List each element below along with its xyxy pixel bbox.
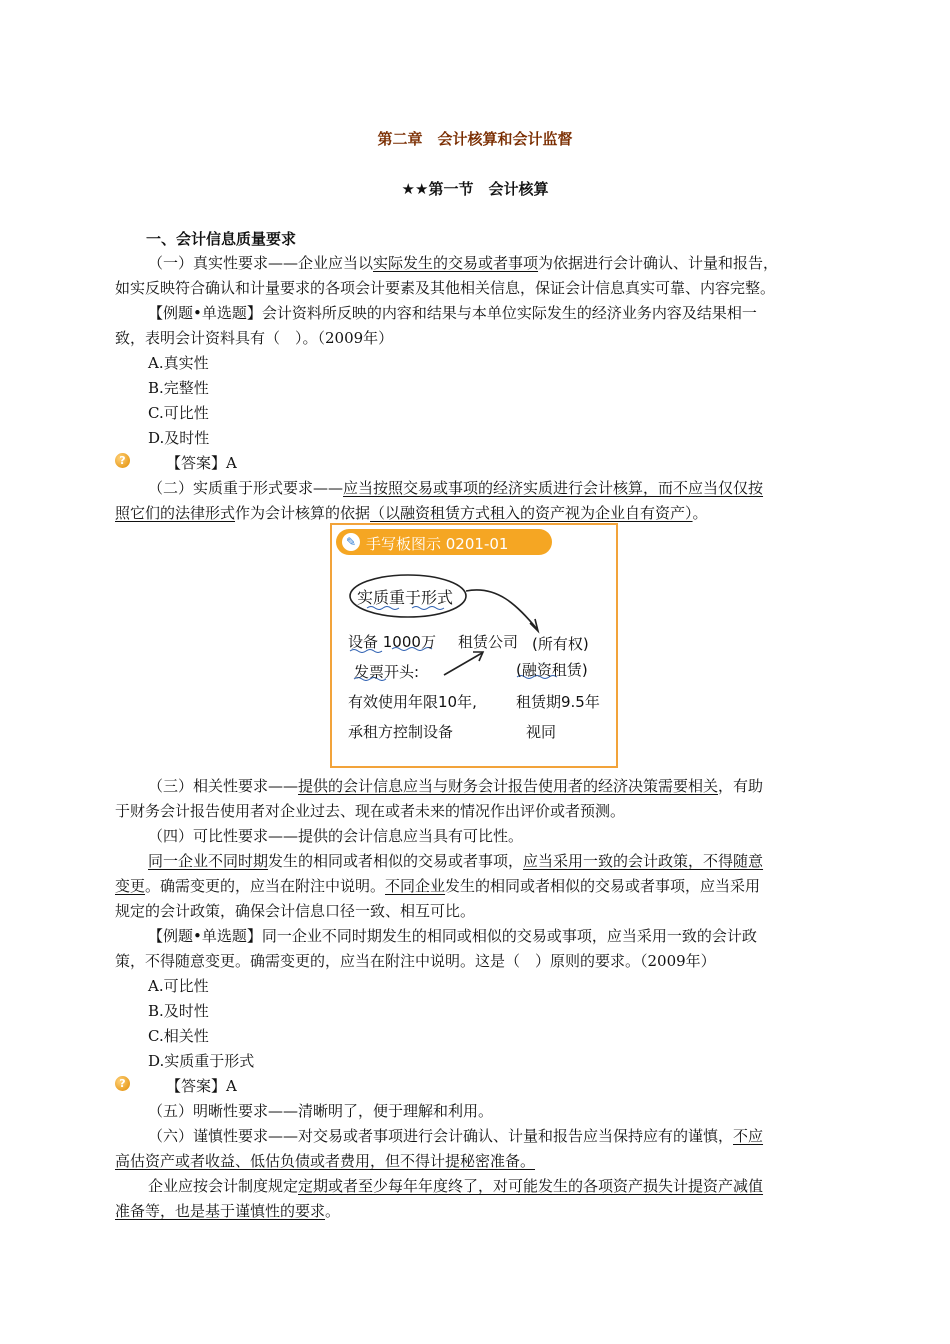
p7-underline-1: 定期或者至少每年年度终了，对可能发生的各项资产损失计提资产减值 xyxy=(298,1177,764,1195)
q2-option-d: D.实质重于形式 xyxy=(148,1052,255,1070)
q2-answer: 【答案】A xyxy=(166,1077,237,1095)
q1-line1: 【例题•单选题】会计资料所反映的内容和结果与本单位实际发生的经济业务内容及结果相一 xyxy=(148,304,757,322)
p1-text-c: 为依据进行会计确认、计量和报告， xyxy=(538,254,779,272)
figure-bubble-text: 实质重于形式 xyxy=(357,588,454,607)
straight-arrow xyxy=(444,653,482,675)
p2-text-a: （二）实质重于形式要求—— xyxy=(148,479,344,497)
p3-text-c: ，有助 xyxy=(718,777,764,795)
pencil-icon: ✎ xyxy=(342,533,360,551)
figure-row1-left: 设备 1000万 xyxy=(348,633,436,651)
p4-title: （四）可比性要求——提供的会计信息应当具有可比性。 xyxy=(148,827,524,845)
p4-underline-4: 不同企业 xyxy=(385,877,446,895)
p7-text-a: 企业应按会计制度规定 xyxy=(148,1177,299,1195)
answer-hint-icon-2[interactable]: ? xyxy=(115,1076,130,1091)
chapter-title: 第二章 会计核算和会计监督 xyxy=(377,130,573,148)
p2-underline-3: （以融资租赁方式租入的资产视为企业自有资产） xyxy=(370,504,693,522)
q2-line1: 【例题•单选题】同一企业不同时期发生的相同或相似的交易或事项，应当采用一致的会计政 xyxy=(148,927,757,945)
p4-underline-3: 变更 xyxy=(115,877,146,895)
p7-line2 xyxy=(115,1201,340,1221)
p4-text-g: 发生的相同或者相似的交易或者事项，应当采用 xyxy=(445,877,761,895)
subsection-title: 一、会计信息质量要求 xyxy=(146,230,297,248)
p2-underline-1: 应当按照交易或事项的经济实质进行会计核算，而不应当仅仅按 xyxy=(343,479,764,497)
p4-line3: 规定的会计政策，确保会计信息口径一致、相互可比。 xyxy=(115,902,476,920)
p4-line1 xyxy=(148,851,763,871)
figure-row3-left: 有效使用年限10年, xyxy=(348,693,477,711)
p2-line2 xyxy=(115,503,708,523)
p4-line2 xyxy=(115,876,760,896)
q1-option-d: D.及时性 xyxy=(148,429,210,447)
figure-row4-left: 承租方控制设备 xyxy=(348,723,454,741)
p3-line2: 于财务会计报告使用者对企业过去、现在或者未来的情况作出评价或者预测。 xyxy=(115,802,626,820)
p6-underline-2: 高估资产或者收益、低估负债或者费用，但不得计提秘密准备。 xyxy=(115,1152,536,1170)
q1-answer: 【答案】A xyxy=(166,454,237,472)
figure-row4-right: 视同 xyxy=(526,723,557,741)
p3-line1 xyxy=(148,776,763,796)
p2-line1 xyxy=(148,478,763,498)
q2-option-a: A.可比性 xyxy=(148,977,209,995)
figure-row2-right: (融资租赁) xyxy=(516,661,588,679)
curve-arrow xyxy=(466,590,537,629)
figure-row2-left: 发票开头: xyxy=(354,663,420,681)
figure-tab-label: 手写板图示 0201-01 xyxy=(366,535,509,553)
q2-line2: 策，不得随意变更。确需变更的，应当在附注中说明。这是（ ）原则的要求。（2009年） xyxy=(115,952,716,970)
p4-text-e: 。确需变更的，应当在附注中说明。 xyxy=(145,877,386,895)
answer-hint-icon[interactable]: ? xyxy=(115,453,130,468)
figure-row1-right: 租赁公司 xyxy=(458,633,519,651)
section-title: ★★第一节 会计核算 xyxy=(401,180,549,198)
p6-underline-1: 不应 xyxy=(733,1127,764,1145)
p2-text-f: 。 xyxy=(692,504,708,522)
q2-option-c: C.相关性 xyxy=(148,1027,209,1045)
p7-text-d: 。 xyxy=(325,1202,341,1220)
figure-row3-right: 租赁期9.5年 xyxy=(516,693,600,711)
p6-line2 xyxy=(115,1151,535,1171)
p1-underline: 实际发生的交易或者事项 xyxy=(373,254,539,272)
q1-option-a: A.真实性 xyxy=(148,354,209,372)
p2-text-d: 作为会计核算的依据 xyxy=(235,504,371,522)
p3-text-a: （三）相关性要求—— xyxy=(148,777,299,795)
p5: （五）明晰性要求——清晰明了，便于理解和利用。 xyxy=(148,1102,494,1120)
p1-line2: 如实反映符合确认和计量要求的各项会计要素及其他相关信息，保证会计信息真实可靠、内容完整。 xyxy=(115,279,776,297)
q1-option-b: B.完整性 xyxy=(148,379,209,397)
q1-line2: 致，表明会计资料具有（ ）。（2009年） xyxy=(115,329,394,347)
figure-row1-paren: (所有权) xyxy=(532,635,589,653)
p6-text-a: （六）谨慎性要求——对交易或者事项进行会计确认、计量和报告应当保持应有的谨慎， xyxy=(148,1127,734,1145)
p7-line1 xyxy=(148,1176,763,1196)
p4-underline-2: 应当采用一致的会计政策，不得随意 xyxy=(523,852,764,870)
p4-underline-1: 同一企业不同时期 xyxy=(148,852,269,870)
p1-line1 xyxy=(148,253,778,273)
q1-option-c: C.可比性 xyxy=(148,404,209,422)
p4-text-b: 发生的相同或者相似的交易或者事项， xyxy=(268,852,524,870)
p7-underline-2: 准备等，也是基于谨慎性的要求 xyxy=(115,1202,326,1220)
p2-underline-2: 照它们的法律形式 xyxy=(115,504,236,522)
p1-text-a: （一）真实性要求——企业应当以 xyxy=(148,254,374,272)
p6-line1 xyxy=(148,1126,763,1146)
p3-underline: 提供的会计信息应当与财务会计报告使用者的经济决策需要相关 xyxy=(298,777,719,795)
handwriting-figure xyxy=(330,523,618,768)
q2-option-b: B.及时性 xyxy=(148,1002,209,1020)
